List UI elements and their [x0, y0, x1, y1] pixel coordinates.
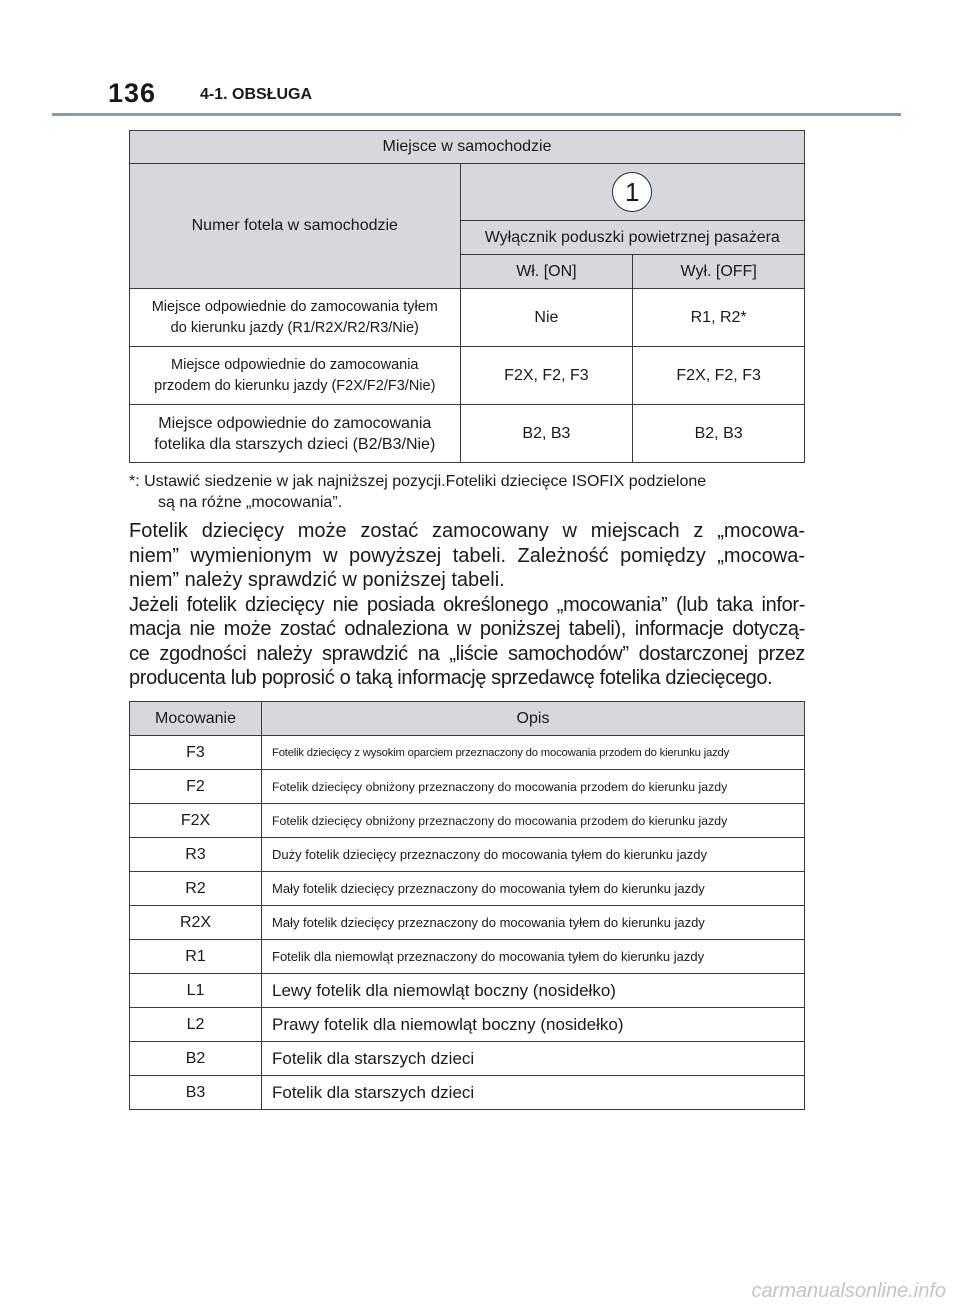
page-number: 136: [108, 78, 157, 108]
paragraph-line: niem” wymienionym w powyższej tabeli. Zależność pomiędzy „mocowa-: [129, 544, 805, 567]
table-row: [130, 289, 805, 347]
paragraph-line: ce zgodności należy sprawdzić na „liście samochodów” dostarczonej przez: [129, 642, 805, 665]
col-header-mocowanie: Mocowanie: [130, 702, 262, 736]
body-text: [129, 519, 805, 691]
paragraph-line: macja nie może zostać odnaleziona w poniższej tabeli), informacje dotyczą-: [129, 618, 805, 640]
mounting-code: L1: [130, 974, 262, 1008]
footnote-line1: *: Ustawić siedzenie w jak najniższej pozycji.Foteliki dziecięce ISOFIX podzielone: [129, 473, 707, 490]
mounting-desc: Prawy fotelik dla niemowląt boczny (nosidełko): [262, 1008, 805, 1042]
col-header-opis: Opis: [262, 702, 805, 736]
mounting-code: B3: [130, 1076, 262, 1110]
mounting-types-table: [129, 701, 805, 1110]
mounting-desc: Lewy fotelik dla niemowląt boczny (nosidełko): [262, 974, 805, 1008]
paragraph-line: Jeżeli fotelik dziecięcy nie posiada określonego „mocowania” (lub taka infor-: [129, 593, 805, 616]
mounting-code: L2: [130, 1008, 262, 1042]
mounting-desc: Fotelik dziecięcy obniżony przeznaczony do mocowania przodem do kierunku jazdy: [262, 770, 805, 804]
mounting-code: R2: [130, 872, 262, 906]
table-row: [130, 347, 805, 405]
footnote: [129, 471, 809, 513]
mounting-desc: Duży fotelik dziecięcy przeznaczony do mocowania tyłem do kierunku jazdy: [262, 838, 805, 872]
section-title: 4-1. OBSŁUGA: [200, 86, 313, 103]
on-value: F2X, F2, F3: [460, 347, 633, 405]
table-row: [130, 1076, 805, 1110]
mounting-desc: Mały fotelik dziecięcy przeznaczony do mocowania tyłem do kierunku jazdy: [262, 872, 805, 906]
off-value: B2, B3: [633, 405, 805, 463]
mounting-code: R2X: [130, 906, 262, 940]
paragraph-line: niem” należy sprawdzić w poniższej tabeli.: [129, 569, 505, 591]
mounting-desc: Fotelik dziecięcy z wysokim oparciem przeznaczony do mocowania przodem do kierunku jazdy: [262, 736, 805, 770]
table-row: [130, 838, 805, 872]
table-row: [130, 974, 805, 1008]
condition-cell: Miejsce odpowiednie do zamocowania przodem do kierunku jazdy (F2X/F2/F3/Nie): [130, 347, 461, 405]
seat-number-circle-icon: 1: [612, 172, 652, 212]
table-title: Miejsce w samochodzie: [130, 131, 805, 164]
table-row: [130, 804, 805, 838]
col-on: Wł. [ON]: [460, 255, 633, 289]
table-row: [130, 770, 805, 804]
footnote-line2: są na różne „mocowania”.: [158, 494, 343, 511]
table-row: [130, 405, 805, 463]
paragraph-line: producenta lub poprosić o taką informację sprzedawcę fotelika dziecięcego.: [129, 667, 773, 689]
condition-cell: Miejsce odpowiednie do zamocowania tyłem do kierunku jazdy (R1/R2X/R2/R3/Nie): [130, 289, 461, 347]
table-row: [130, 1042, 805, 1076]
seat-compatibility-table: [129, 130, 805, 463]
condition-cell: Miejsce odpowiednie do zamocowania fotelika dla starszych dzieci (B2/B3/Nie): [130, 405, 461, 463]
mounting-desc: Mały fotelik dziecięcy przeznaczony do mocowania tyłem do kierunku jazdy: [262, 906, 805, 940]
on-value: Nie: [460, 289, 633, 347]
table-row: [130, 940, 805, 974]
mounting-desc: Fotelik dla starszych dzieci: [262, 1042, 805, 1076]
mounting-code: F3: [130, 736, 262, 770]
on-value: B2, B3: [460, 405, 633, 463]
airbag-switch-label: Wyłącznik poduszki powietrznej pasażera: [460, 221, 804, 255]
mounting-desc: Fotelik dla starszych dzieci: [262, 1076, 805, 1110]
watermark: carmanualsonline.info: [751, 1280, 946, 1302]
mounting-desc: Fotelik dla niemowląt przeznaczony do mocowania tyłem do kierunku jazdy: [262, 940, 805, 974]
mounting-code: B2: [130, 1042, 262, 1076]
off-value: R1, R2*: [633, 289, 805, 347]
mounting-code: F2: [130, 770, 262, 804]
seat-icon-cell: [460, 164, 804, 221]
header-divider: [52, 113, 901, 116]
off-value: F2X, F2, F3: [633, 347, 805, 405]
mounting-code: R1: [130, 940, 262, 974]
table-row: [130, 1008, 805, 1042]
table-row: [130, 906, 805, 940]
table-row: [130, 736, 805, 770]
mounting-code: R3: [130, 838, 262, 872]
seat-number-label: Numer fotela w samochodzie: [130, 164, 461, 289]
mounting-desc: Fotelik dziecięcy obniżony przeznaczony do mocowania przodem do kierunku jazdy: [262, 804, 805, 838]
col-off: Wył. [OFF]: [633, 255, 805, 289]
mounting-code: F2X: [130, 804, 262, 838]
table-row: [130, 872, 805, 906]
paragraph-line: Fotelik dziecięcy może zostać zamocowany w miejscach z „mocowa-: [129, 520, 805, 542]
